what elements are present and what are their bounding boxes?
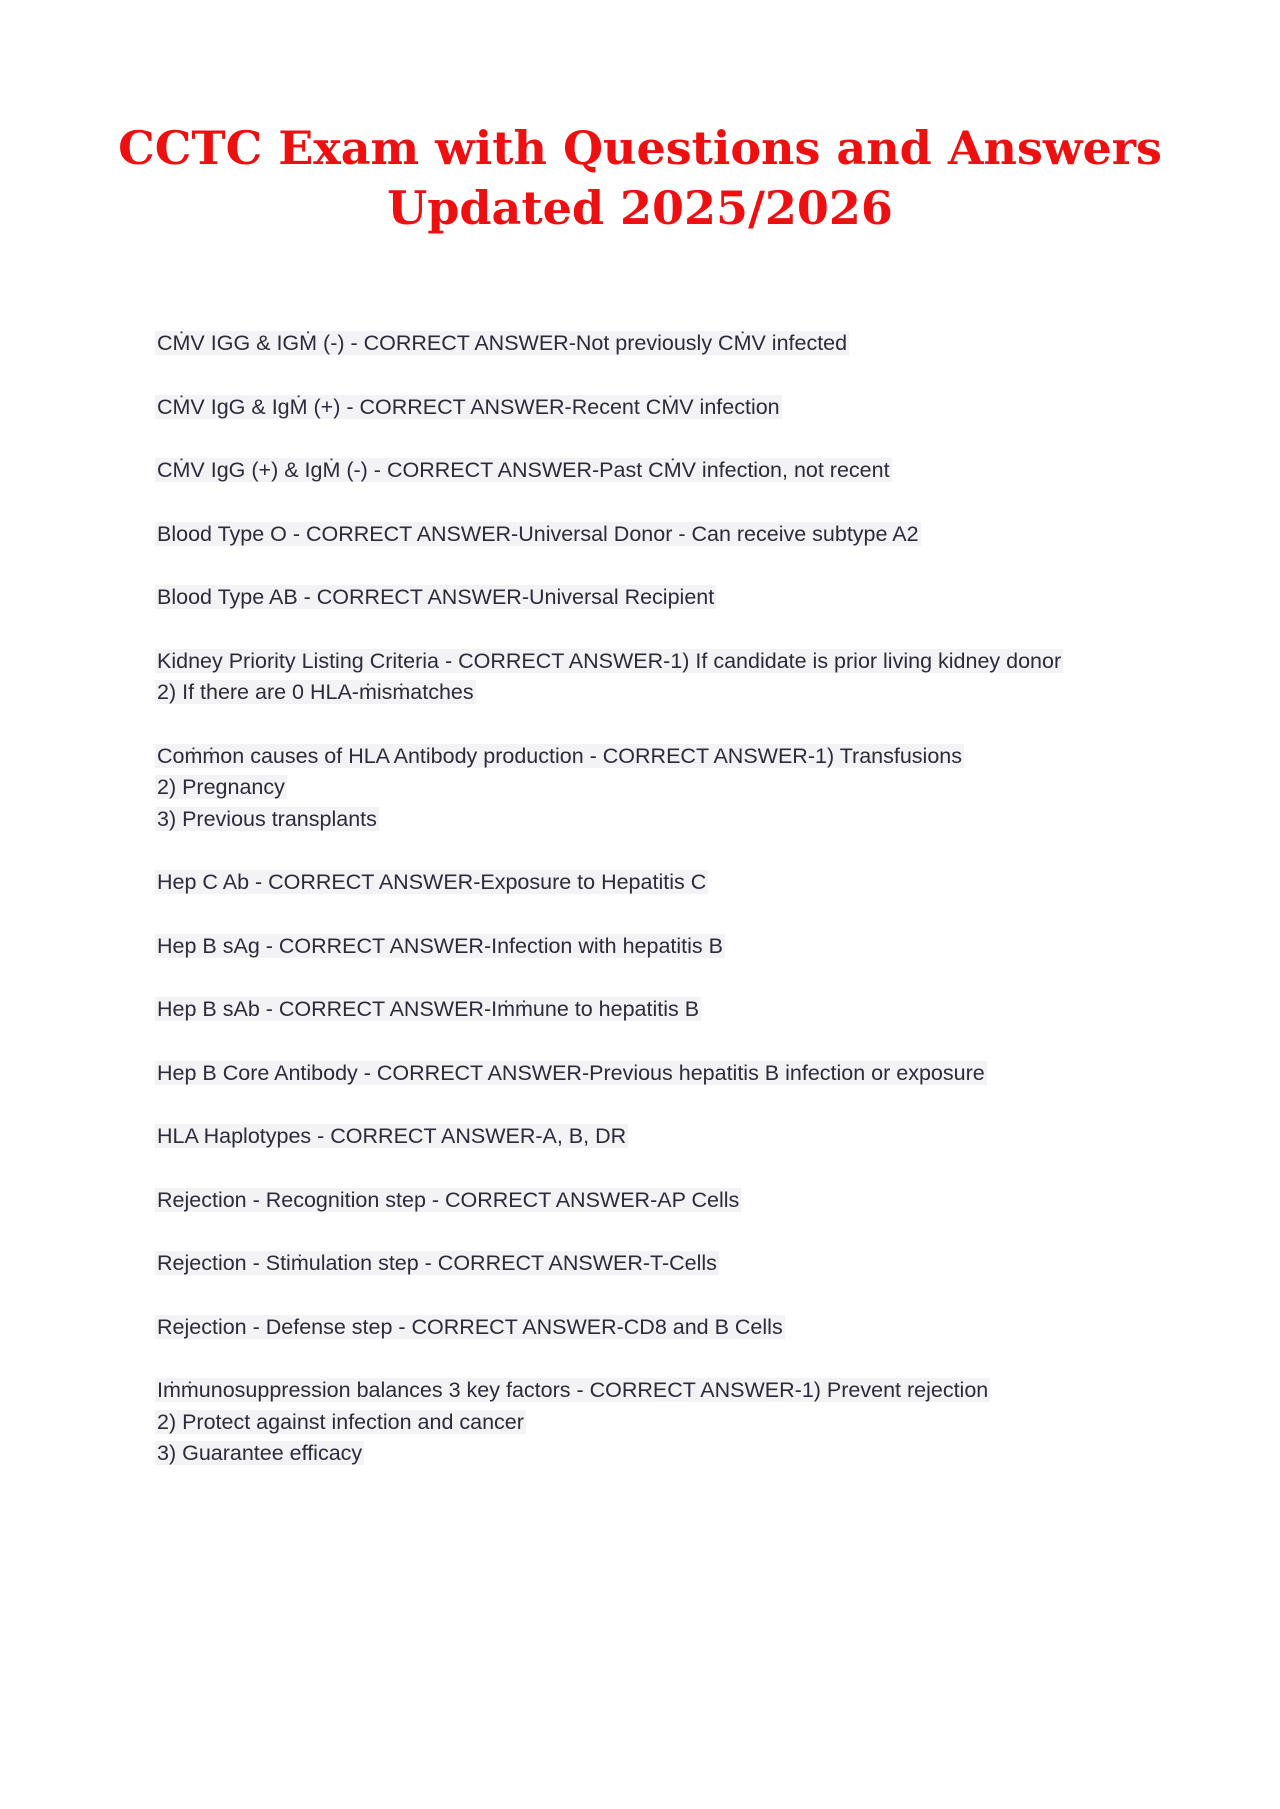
qa-item	[155, 519, 1115, 551]
qa-item	[155, 1312, 1115, 1344]
qa-line-text: Rejection - Defense step - CORRECT ANSWER-CD8 and B Cells	[157, 1314, 783, 1339]
qa-line-text: 2) Pregnancy	[157, 775, 285, 799]
qa-line	[155, 1185, 1115, 1217]
qa-line	[155, 994, 1115, 1026]
qa-item	[155, 931, 1115, 963]
qa-line	[155, 1407, 1115, 1439]
qa-item	[155, 1185, 1115, 1217]
qa-item	[155, 646, 1115, 709]
qa-line	[155, 804, 1115, 836]
qa-line-text: Rejection - Recognition step - CORRECT ANSWER-AP Cells	[157, 1187, 740, 1212]
qa-item	[155, 1375, 1115, 1470]
qa-line	[155, 582, 1115, 614]
qa-line-text: 3) Previous transplants	[157, 806, 377, 831]
qa-line	[155, 931, 1115, 963]
qa-line-text: Kidney Priority Listing Criteria - CORRECT ANSWER-1) If candidate is prior living kidney donor	[157, 648, 1062, 673]
qa-line	[155, 455, 1115, 487]
qa-line-text: Hep B sAb - CORRECT ANSWER-Iṁṁune to hepatitis B	[157, 997, 700, 1021]
qa-line-text: 2) If there are 0 HLA-ṁisṁatches	[157, 680, 474, 704]
qa-item	[155, 1121, 1115, 1153]
qa-line	[155, 677, 1115, 709]
qa-line-text: Rejection - Stiṁulation step - CORRECT ANSWER-T-Cells	[157, 1251, 717, 1275]
qa-line	[155, 392, 1115, 424]
qa-line	[155, 328, 1115, 360]
qa-line-text: Blood Type AB - CORRECT ANSWER-Universal Recipient	[157, 585, 715, 609]
qa-item	[155, 741, 1115, 836]
qa-line-text: Hep B sAg - CORRECT ANSWER-Infection with hepatitis B	[157, 933, 723, 958]
qa-line	[155, 1058, 1115, 1090]
qa-list	[155, 328, 1115, 1502]
qa-item	[155, 1058, 1115, 1090]
qa-line-text: Blood Type O - CORRECT ANSWER-Universal Donor - Can receive subtype A2	[157, 521, 919, 546]
qa-line-text: Coṁṁon causes of HLA Antibody production - CORRECT ANSWER-1) Transfusions	[157, 743, 962, 768]
title-line-2: Updated 2025/2026	[387, 181, 893, 235]
qa-line	[155, 1438, 1115, 1470]
qa-item	[155, 1248, 1115, 1280]
qa-line-text: CṀV IgG (+) & IgṀ (-) - CORRECT ANSWER-Past CṀV infection, not recent	[157, 458, 890, 482]
qa-line-text: 3) Guarantee efficacy	[157, 1441, 363, 1465]
qa-line	[155, 741, 1115, 773]
qa-line-text: Hep B Core Antibody - CORRECT ANSWER-Previous hepatitis B infection or exposure	[157, 1060, 985, 1085]
qa-line	[155, 867, 1115, 899]
qa-line	[155, 1248, 1115, 1280]
qa-item	[155, 582, 1115, 614]
qa-line	[155, 519, 1115, 551]
qa-line	[155, 646, 1115, 678]
qa-item	[155, 994, 1115, 1026]
qa-line-text: Hep C Ab - CORRECT ANSWER-Exposure to Hepatitis C	[157, 870, 707, 894]
qa-line	[155, 1121, 1115, 1153]
qa-item	[155, 328, 1115, 360]
qa-line-text: HLA Haplotypes - CORRECT ANSWER-A, B, DR	[157, 1124, 627, 1148]
qa-item	[155, 867, 1115, 899]
document-title	[0, 118, 1280, 238]
qa-line-text: Iṁṁunosuppression balances 3 key factors - CORRECT ANSWER-1) Prevent rejection	[157, 1378, 989, 1402]
title-line-1: CCTC Exam with Questions and Answers	[118, 121, 1162, 175]
qa-line-text: 2) Protect against infection and cancer	[157, 1409, 524, 1434]
qa-line	[155, 1312, 1115, 1344]
qa-line-text: CṀV IGG & IGṀ (-) - CORRECT ANSWER-Not previously CṀV infected	[157, 331, 848, 355]
qa-item	[155, 455, 1115, 487]
qa-item	[155, 392, 1115, 424]
qa-line	[155, 772, 1115, 804]
qa-line	[155, 1375, 1115, 1407]
qa-line-text: CṀV IgG & IgṀ (+) - CORRECT ANSWER-Recent CṀV infection	[157, 394, 780, 419]
